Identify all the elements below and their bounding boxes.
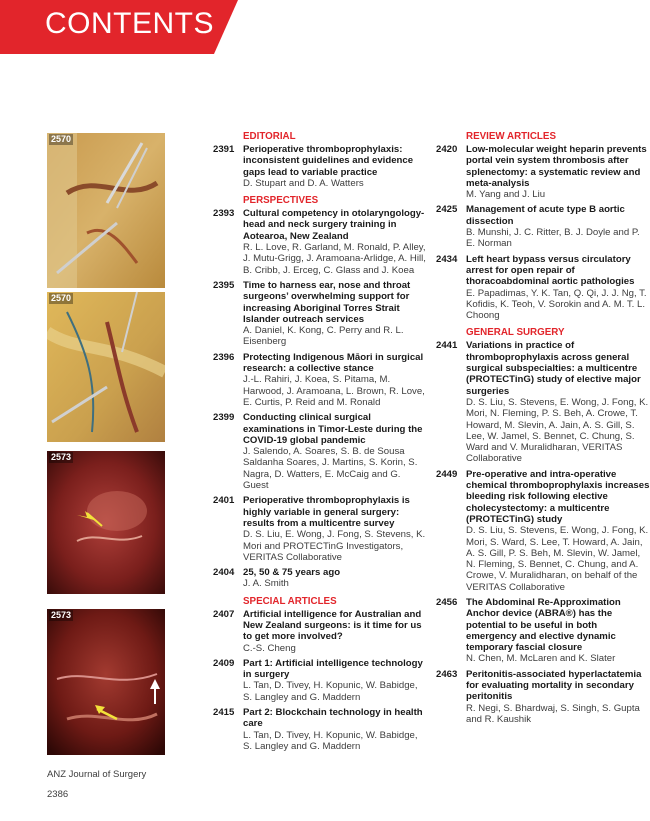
page-number: 2415 [213,707,235,719]
article-authors: R. Negi, S. Bhardwaj, S. Singh, S. Gupta and R. Kaushik [466,702,640,725]
page-number: 2393 [213,208,235,220]
article-authors: J. Salendo, A. Soares, S. B. de Sousa Saldanha Soares, J. Martins, S. Korin, S. Nagra, D. Watters, E. McCaig and G. Guest [243,446,418,492]
page-number: 2401 [213,495,235,507]
toc-entry[interactable] [436,144,650,200]
figure-label: 2570 [51,293,72,303]
article-title: Left heart bypass versus circulatory arrest for open repair of thoracoabdominal aortic pathologies [466,253,635,288]
article-title: Perioperative thromboprophylaxis is highly variable in general surgery: results from a multicentre survey [243,495,410,529]
page-number: 2456 [436,596,458,608]
page-number: 2395 [213,279,235,291]
toc-entry[interactable] [436,254,650,322]
article-authors: D. S. Liu, S. Stevens, E. Wong, J. Fong, K. Mori, N. Fleming, P. S. Beh, A. Crowe, T. Howard, M. Slevin, A. Jain, A. S. Gill, S. Lee, W. Jamel, S. Bennet, C. Chung, S. Ward and V. Muralidharan, VERITAS Collaborative [466,396,649,465]
page-number: 2441 [436,340,458,352]
toc-entry[interactable] [213,412,428,491]
article-authors: D. S. Liu, S. Stevens, E. Wong, J. Fong, K. Mori, S. Ward, S. Lee, T. Howard, A. Jain, A. S. Gill, P. S. Beh, M. Slevin, W. Jamel, N. Fleming, S. Bennet, C. Chung, and A. Crowe, V. Muralidharan, on behalf of the VERITAS Collaborative [466,525,649,593]
toc-entry[interactable] [213,495,428,563]
figure-thumbnail-3[interactable] [47,451,165,594]
article-authors: B. Munshi, J. C. Ritter, B. J. Doyle and P. E. Norman [466,227,640,250]
folio-page-number: 2386 [47,789,69,800]
page-number: 2399 [213,412,235,424]
toc-entry[interactable] [436,340,650,464]
section-heading-editorial: EDITORIAL [243,131,296,142]
article-title: Perioperative thromboprophylaxis: inconsistent guidelines and evidence gaps lead to variable practice [243,144,414,178]
section-heading-general-surgery: GENERAL SURGERY [466,327,565,339]
page-number: 2407 [213,608,235,620]
page-number: 2409 [213,657,235,669]
article-authors: D. S. Liu, E. Wong, J. Fong, S. Stevens, K. Mori and PROTECTinG Investigators, VERITAS Collaborative [243,529,426,563]
page-number: 2425 [436,204,458,216]
article-authors: A. Daniel, K. Kong, C. Perry and R. L. Eisenberg [243,325,404,348]
section-heading-review-articles: REVIEW ARTICLES [466,131,556,142]
article-authors: E. Papadimas, Y. K. Tan, Q. Qi, J. J. Ng, T. Kofidis, K. Teoh, V. Sorokin and A. M. T. L. Choong [466,287,647,322]
page-title: CONTENTS [45,7,214,40]
figure-label: 2573 [51,452,72,462]
figure-label: 2573 [51,610,72,620]
header-banner [0,0,238,54]
page-number: 2391 [213,144,235,155]
toc-column-left [213,131,428,756]
figure-thumbnail-2[interactable] [47,292,165,442]
toc-entry[interactable] [213,567,428,590]
article-title: Management of acute type B aortic dissection [466,204,625,227]
toc-entry[interactable] [213,144,428,189]
toc-entry[interactable] [436,204,650,249]
article-title: Cultural competency in otolaryngology-head and neck surgery training in Aotearoa, New Zealand [243,208,425,242]
article-authors: N. Chen, M. McLaren and K. Slater [466,653,616,665]
figure-label: 2570 [51,134,72,144]
article-authors: J.-L. Rahiri, J. Koea, S. Pitama, M. Harwood, J. Aramoana, L. Brown, R. Love, E. Curtis, P. Reid and M. Ronald [243,374,425,408]
article-title: Conducting clinical surgical examinations in Timor-Leste during the COVID-19 global pandemic [243,412,423,446]
toc-entry[interactable] [213,208,428,276]
article-title: Protecting Indigenous Māori in surgical research: a collective stance [243,351,424,375]
article-title: Part 2: Blockchain technology in health care [243,707,423,730]
article-authors: L. Tan, D. Tivey, H. Kopunic, W. Babidge, S. Langley and G. Maddern [243,680,418,703]
article-title: Part 1: Artificial intelligence technology in surgery [243,657,423,681]
toc-entry[interactable] [436,469,650,593]
page-number: 2420 [436,144,458,155]
section-heading-perspectives: PERSPECTIVES [243,195,319,207]
journal-name: ANZ Journal of Surgery [47,769,147,780]
article-title: The Abdominal Re-Approximation Anchor device (ABRA®) has the potential to be useful in both emergency and elective dynamic temporary fascial closure [466,596,621,654]
article-authors: M. Yang and J. Liu [466,189,546,201]
section-heading-special-articles: SPECIAL ARTICLES [243,595,337,607]
article-authors: L. Tan, D. Tivey, H. Kopunic, W. Babidge, S. Langley and G. Maddern [243,729,418,752]
toc-entry[interactable] [213,280,428,348]
page-number: 2434 [436,253,458,265]
article-authors: R. L. Love, R. Garland, M. Ronald, P. Alley, J. Mutu-Grigg, J. Aramoana-Arlidge, A. Hill, B. Cribb, J. Erceg, C. Glass and J. Koea [243,242,426,276]
toc-entry[interactable] [213,707,428,752]
toc-column-right [436,131,650,729]
page-number: 2449 [436,468,458,480]
page-number: 2463 [436,668,458,680]
toc-entry[interactable] [213,658,428,703]
figure-thumbnail-4[interactable] [47,609,165,755]
article-authors: J. A. Smith [243,578,289,590]
article-title: Pre-operative and intra-operative chemical thromboprophylaxis increases bleeding risk following elective cholecystectomy: a multicentre (PROTECTinG) study [466,468,650,525]
article-title: Low-molecular weight heparin prevents portal vein system thrombosis after splenectomy: a systematic review and meta-analysis [466,144,647,189]
article-title: Time to harness ear, nose and throat surgeons’ overwhelming support for increasing Aboriginal Torres Strait Islander outreach services [243,279,411,325]
toc-entry[interactable] [213,352,428,408]
page-number: 2396 [213,351,235,363]
article-title: 25, 50 & 75 years ago [243,567,341,579]
article-authors: C.-S. Cheng [243,642,296,654]
article-title: Artificial intelligence for Australian and New Zealand surgeons: is it time for us to get more involved? [243,608,422,643]
page-number: 2404 [213,567,235,579]
toc-entry[interactable] [436,669,650,725]
article-authors: D. Stupart and D. A. Watters [243,177,364,189]
toc-entry[interactable] [213,609,428,654]
article-title: Peritonitis-associated hyperlactatemia for evaluating mortality in secondary peritonitis [466,668,642,703]
toc-entry[interactable] [436,597,650,665]
article-title: Variations in practice of thromboprophylaxis across general surgical subspecialties: a multicentre (PROTECTinG) study of elective major surgeries [466,340,641,397]
figure-thumbnail-1[interactable] [47,133,165,288]
